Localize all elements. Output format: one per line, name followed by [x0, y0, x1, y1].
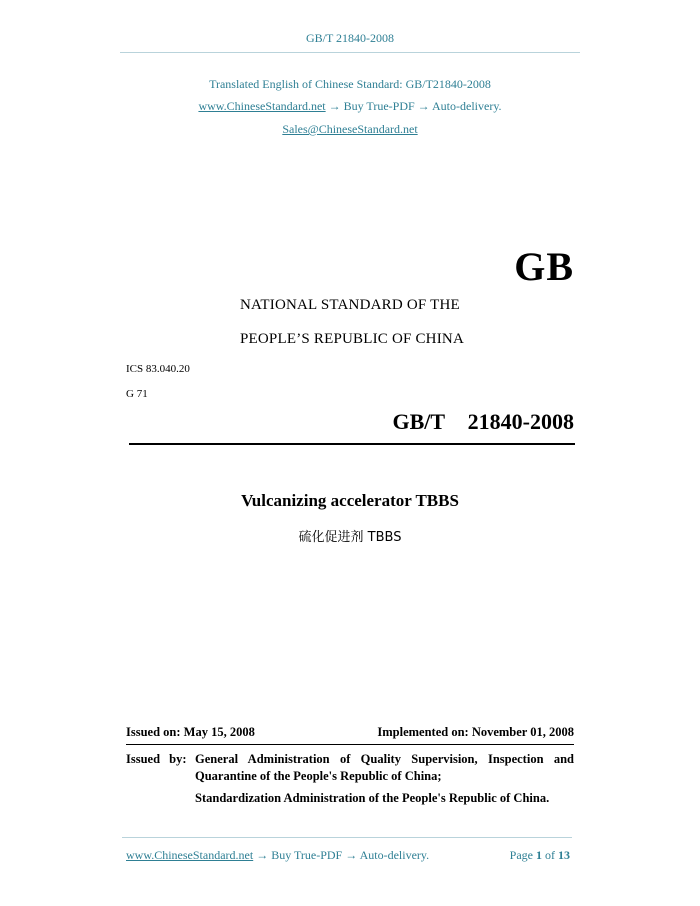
ccs-code: G 71: [126, 388, 148, 400]
header-title: GB/T 21840-2008: [305, 31, 395, 45]
arrow-right-icon: →: [417, 99, 430, 113]
arrow-right-icon: →: [256, 848, 269, 862]
footer-auto-delivery-text: Auto-delivery.: [359, 848, 430, 862]
arrow-right-icon: →: [328, 99, 341, 113]
site-link[interactable]: www.ChineseStandard.net: [198, 99, 326, 113]
issued-date: Issued on: May 15, 2008: [126, 725, 255, 739]
national-standard-line2: PEOPLE’S REPUBLIC OF CHINA: [240, 331, 464, 347]
footer-buy-text: Buy True-PDF: [271, 848, 343, 862]
arrow-right-icon: →: [345, 848, 358, 862]
page-label: Page: [509, 848, 533, 862]
standard-number: GB/T 21840-2008: [392, 409, 574, 434]
title-divider: [129, 443, 575, 445]
footer-divider: [122, 837, 572, 838]
issuer-line1: General Administration of Quality Supervision, Inspection and Quarantine of the People's Republic of China;: [195, 752, 574, 783]
sales-email-link[interactable]: Sales@ChineseStandard.net: [282, 122, 418, 136]
page-current: 1: [536, 848, 542, 862]
page-total: 13: [558, 848, 570, 862]
purchase-line: [0, 99, 700, 114]
dates-divider: [126, 744, 574, 745]
document-title-chinese: 硫化促进剂 TBBS: [298, 530, 402, 545]
dates-row: [126, 725, 574, 740]
footer-purchase-line: [126, 848, 429, 863]
page-indicator: [510, 848, 570, 863]
buy-true-pdf-text: Buy True-PDF: [343, 99, 415, 113]
page-of: of: [545, 848, 555, 862]
issuer-line2: Standardization Administration of the People's Republic of China.: [195, 791, 550, 805]
issued-by-label: Issued by:: [126, 752, 187, 766]
national-standard-line1: NATIONAL STANDARD OF THE: [240, 297, 460, 313]
auto-delivery-text: Auto-delivery.: [432, 99, 502, 113]
email-line: [0, 122, 700, 137]
header-divider: [120, 52, 580, 53]
footer-site-link[interactable]: www.ChineseStandard.net: [126, 848, 254, 862]
ics-code: ICS 83.040.20: [126, 363, 190, 375]
translation-notice: Translated English of Chinese Standard: GB/T21840-2008: [209, 77, 491, 91]
implemented-date: Implemented on: November 01, 2008: [377, 725, 574, 739]
document-title: Vulcanizing accelerator TBBS: [241, 491, 459, 510]
gb-logo: GB: [514, 244, 574, 289]
